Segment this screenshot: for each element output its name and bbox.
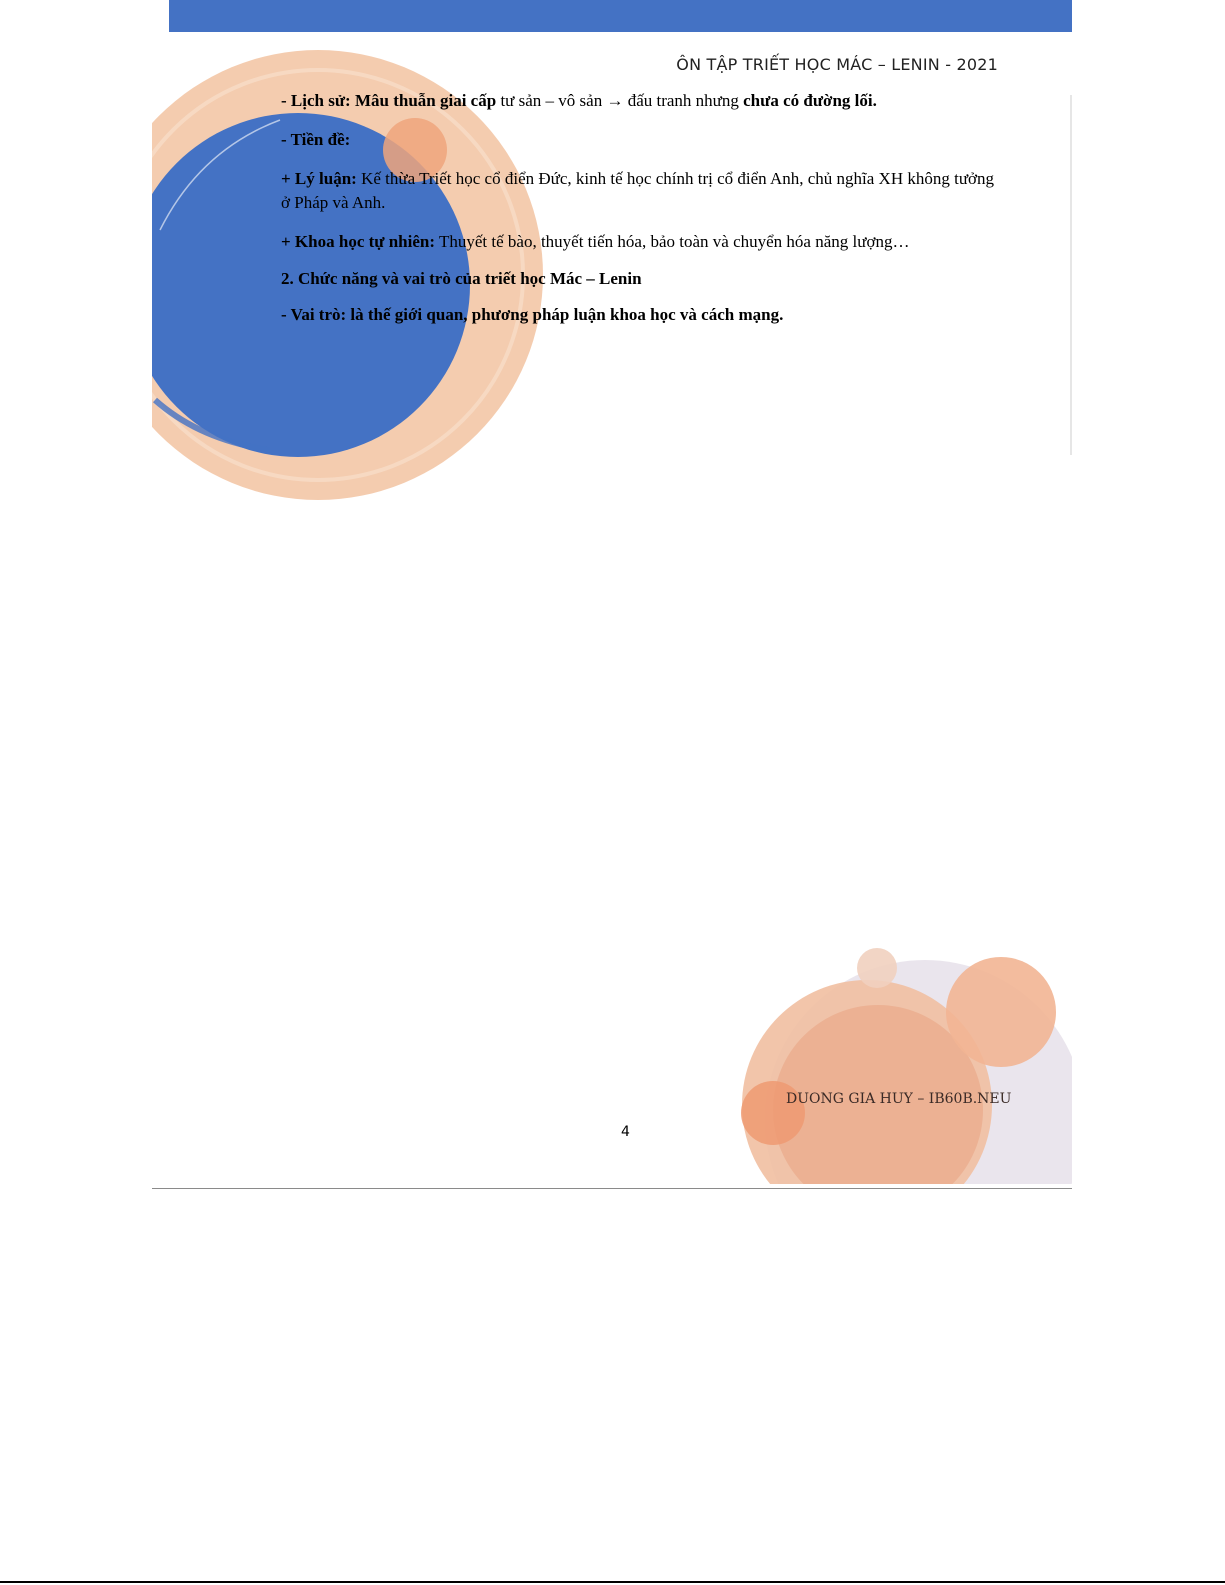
- role-line: - Vai trò: là thế giới quan, phương pháp luận khoa học và cách mạng.: [281, 305, 784, 324]
- history-normal-text: tư sản – vô sản → đấu tranh nhưng: [496, 91, 744, 110]
- natural-science-paragraph: [281, 230, 1001, 254]
- theory-paragraph: [281, 167, 1001, 215]
- natural-science-text: Thuyết tế bào, thuyết tiến hóa, bảo toàn và chuyển hóa năng lượng…: [435, 232, 910, 251]
- page-right-edge: [1070, 95, 1072, 455]
- theory-text: Kế thừa Triết học cổ điển Đức, kinh tế học chính trị cổ điển Anh, chủ nghĩa XH không tưởng ở Pháp và Anh.: [281, 169, 995, 212]
- peach-tiny-circle: [857, 948, 897, 988]
- premises-heading: - Tiền đề:: [281, 130, 351, 149]
- running-header: ÔN TẬP TRIẾT HỌC MÁC – LENIN - 2021: [676, 55, 998, 74]
- no-direction-text: chưa có đường lối.: [743, 91, 877, 110]
- class-conflict-text: Mâu thuẫn giai cấp: [350, 91, 497, 110]
- history-label: - Lịch sử:: [281, 91, 351, 110]
- decorative-circles-bottom: [0, 900, 1225, 1190]
- page-number: 4: [621, 1124, 630, 1140]
- peach-right-circle: [946, 957, 1056, 1067]
- theory-label: + Lý luận:: [281, 169, 357, 188]
- history-line: [281, 89, 1001, 113]
- decorative-circles-top: [0, 0, 1225, 520]
- page-divider: [152, 1188, 1072, 1189]
- footer-author: DUONG GIA HUY – IB60B.NEU: [786, 1091, 1012, 1107]
- section-heading: 2. Chức năng và vai trò của triết học Mác – Lenin: [281, 269, 642, 288]
- bottom-edge-line: [0, 1581, 1225, 1583]
- natural-science-label: + Khoa học tự nhiên:: [281, 232, 436, 251]
